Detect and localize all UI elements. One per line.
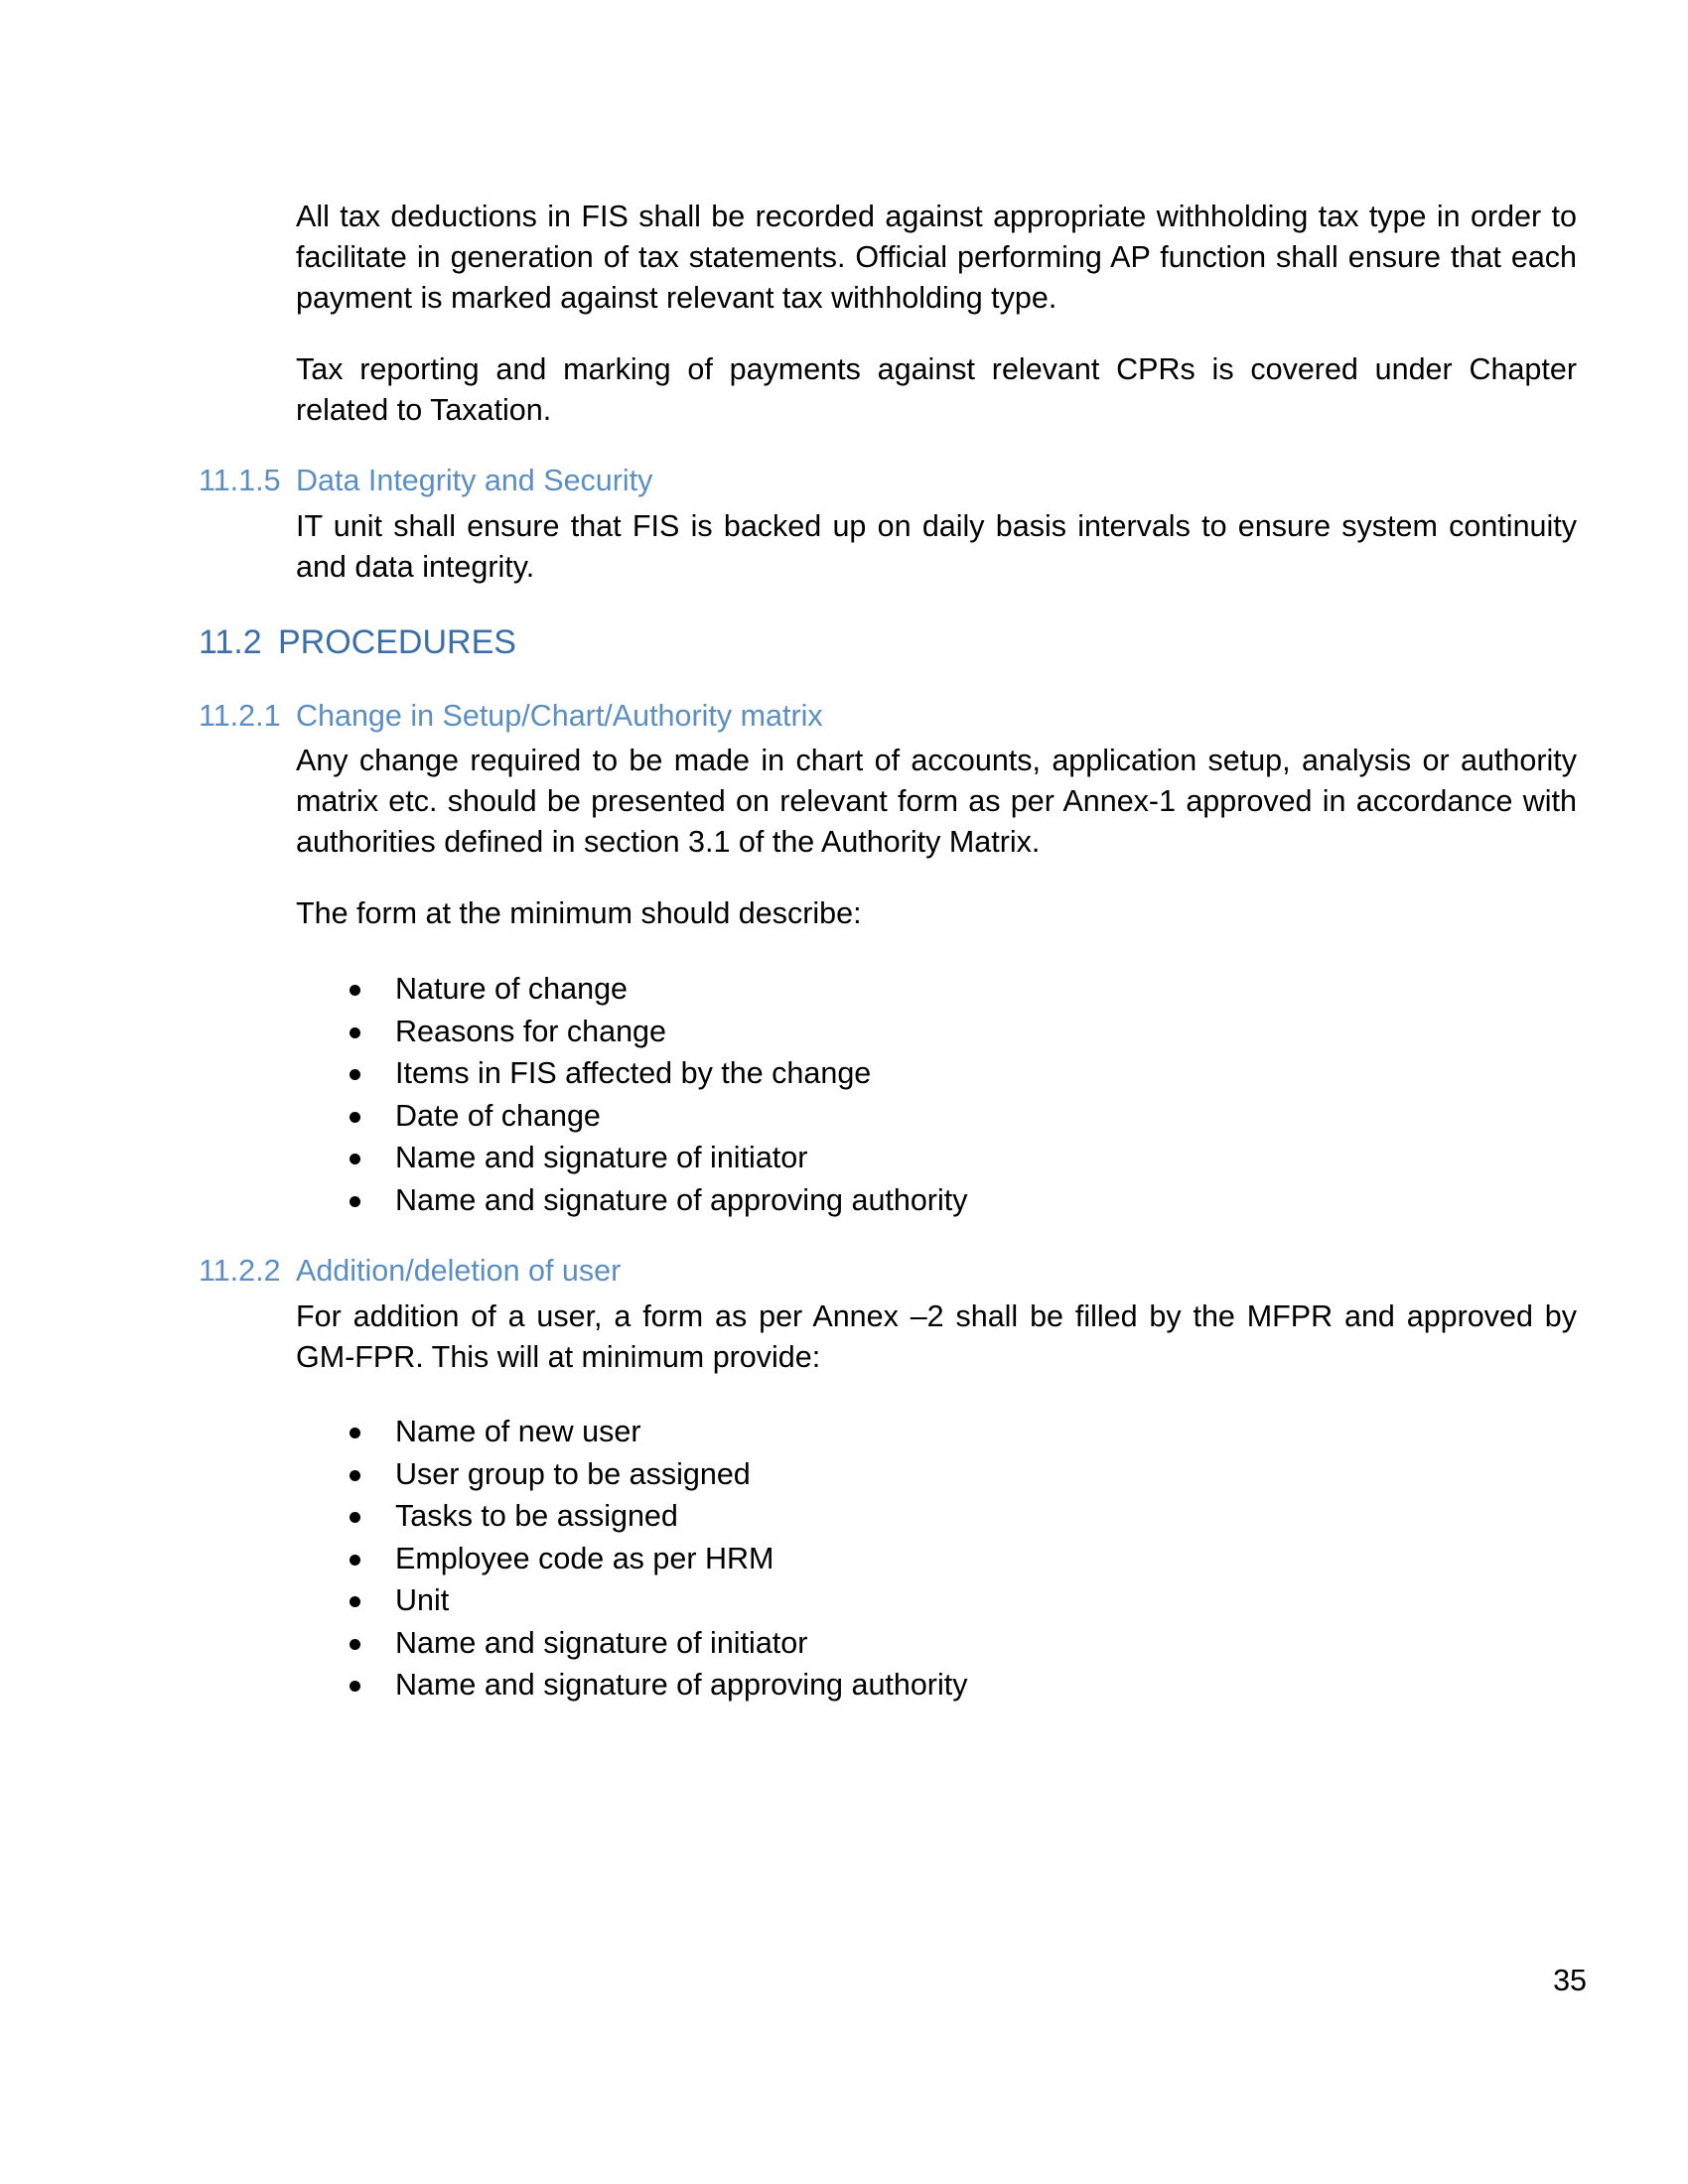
list-item: Unit (343, 1579, 967, 1622)
heading-number: 11.2.2 (199, 1254, 281, 1288)
list-item: Name of new user (343, 1411, 967, 1453)
list-item: Name and signature of initiator (343, 1622, 967, 1665)
list-item: Name and signature of initiator (343, 1137, 967, 1179)
heading-11-1-5 (199, 461, 652, 500)
list-item: Items in FIS affected by the change (343, 1052, 967, 1095)
list-item: Tasks to be assigned (343, 1495, 967, 1538)
list-item: Employee code as per HRM (343, 1538, 967, 1580)
list-item: Name and signature of approving authority (343, 1664, 967, 1706)
heading-11-2 (199, 620, 516, 664)
heading-number: 11.2 (199, 623, 262, 661)
heading-title: Change in Setup/Chart/Authority matrix (296, 699, 823, 733)
paragraph-addition-user: For addition of a user, a form as per Annex –2 shall be filled by the MFPR and approved by GM-FPR. This will at minimum provide: (296, 1299, 1577, 1374)
list-item: Name and signature of approving authority (343, 1179, 967, 1222)
list-item: User group to be assigned (343, 1453, 967, 1496)
paragraph-tax-reporting: Tax reporting and marking of payments against relevant CPRs is covered under Chapter related to Taxation. (296, 352, 1577, 427)
paragraph-form-minimum: The form at the minimum should describe: (296, 896, 862, 930)
heading-number: 11.1.5 (199, 464, 281, 497)
paragraph-data-integrity: IT unit shall ensure that FIS is backed up on daily basis intervals to ensure system continuity and data integrity. (296, 509, 1577, 584)
paragraph-tax-deductions: All tax deductions in FIS shall be recorded against appropriate withholding tax type in order to facilitate in generation of tax statements. Official performing AP function shall ensure that each payment is marked against relevant tax withholding type. (296, 200, 1577, 315)
list-item: Reasons for change (343, 1011, 967, 1053)
list-item: Nature of change (343, 968, 967, 1011)
heading-title: Data Integrity and Security (296, 464, 653, 497)
bullet-list-user-form (343, 1411, 967, 1706)
list-item: Date of change (343, 1095, 967, 1138)
page-number: 35 (1553, 1964, 1587, 1997)
paragraph-change-setup: Any change required to be made in chart of accounts, application setup, analysis or authority matrix etc. should be presented on relevant form as per Annex-1 approved in accordance with authorities defined in section 3.1 of the Authority Matrix. (296, 744, 1577, 859)
bullet-list-change-form (343, 968, 967, 1221)
heading-title: Addition/deletion of user (296, 1254, 622, 1288)
heading-title: PROCEDURES (278, 623, 516, 661)
heading-11-2-2 (199, 1251, 621, 1291)
heading-number: 11.2.1 (199, 699, 281, 733)
heading-11-2-1 (199, 696, 823, 736)
